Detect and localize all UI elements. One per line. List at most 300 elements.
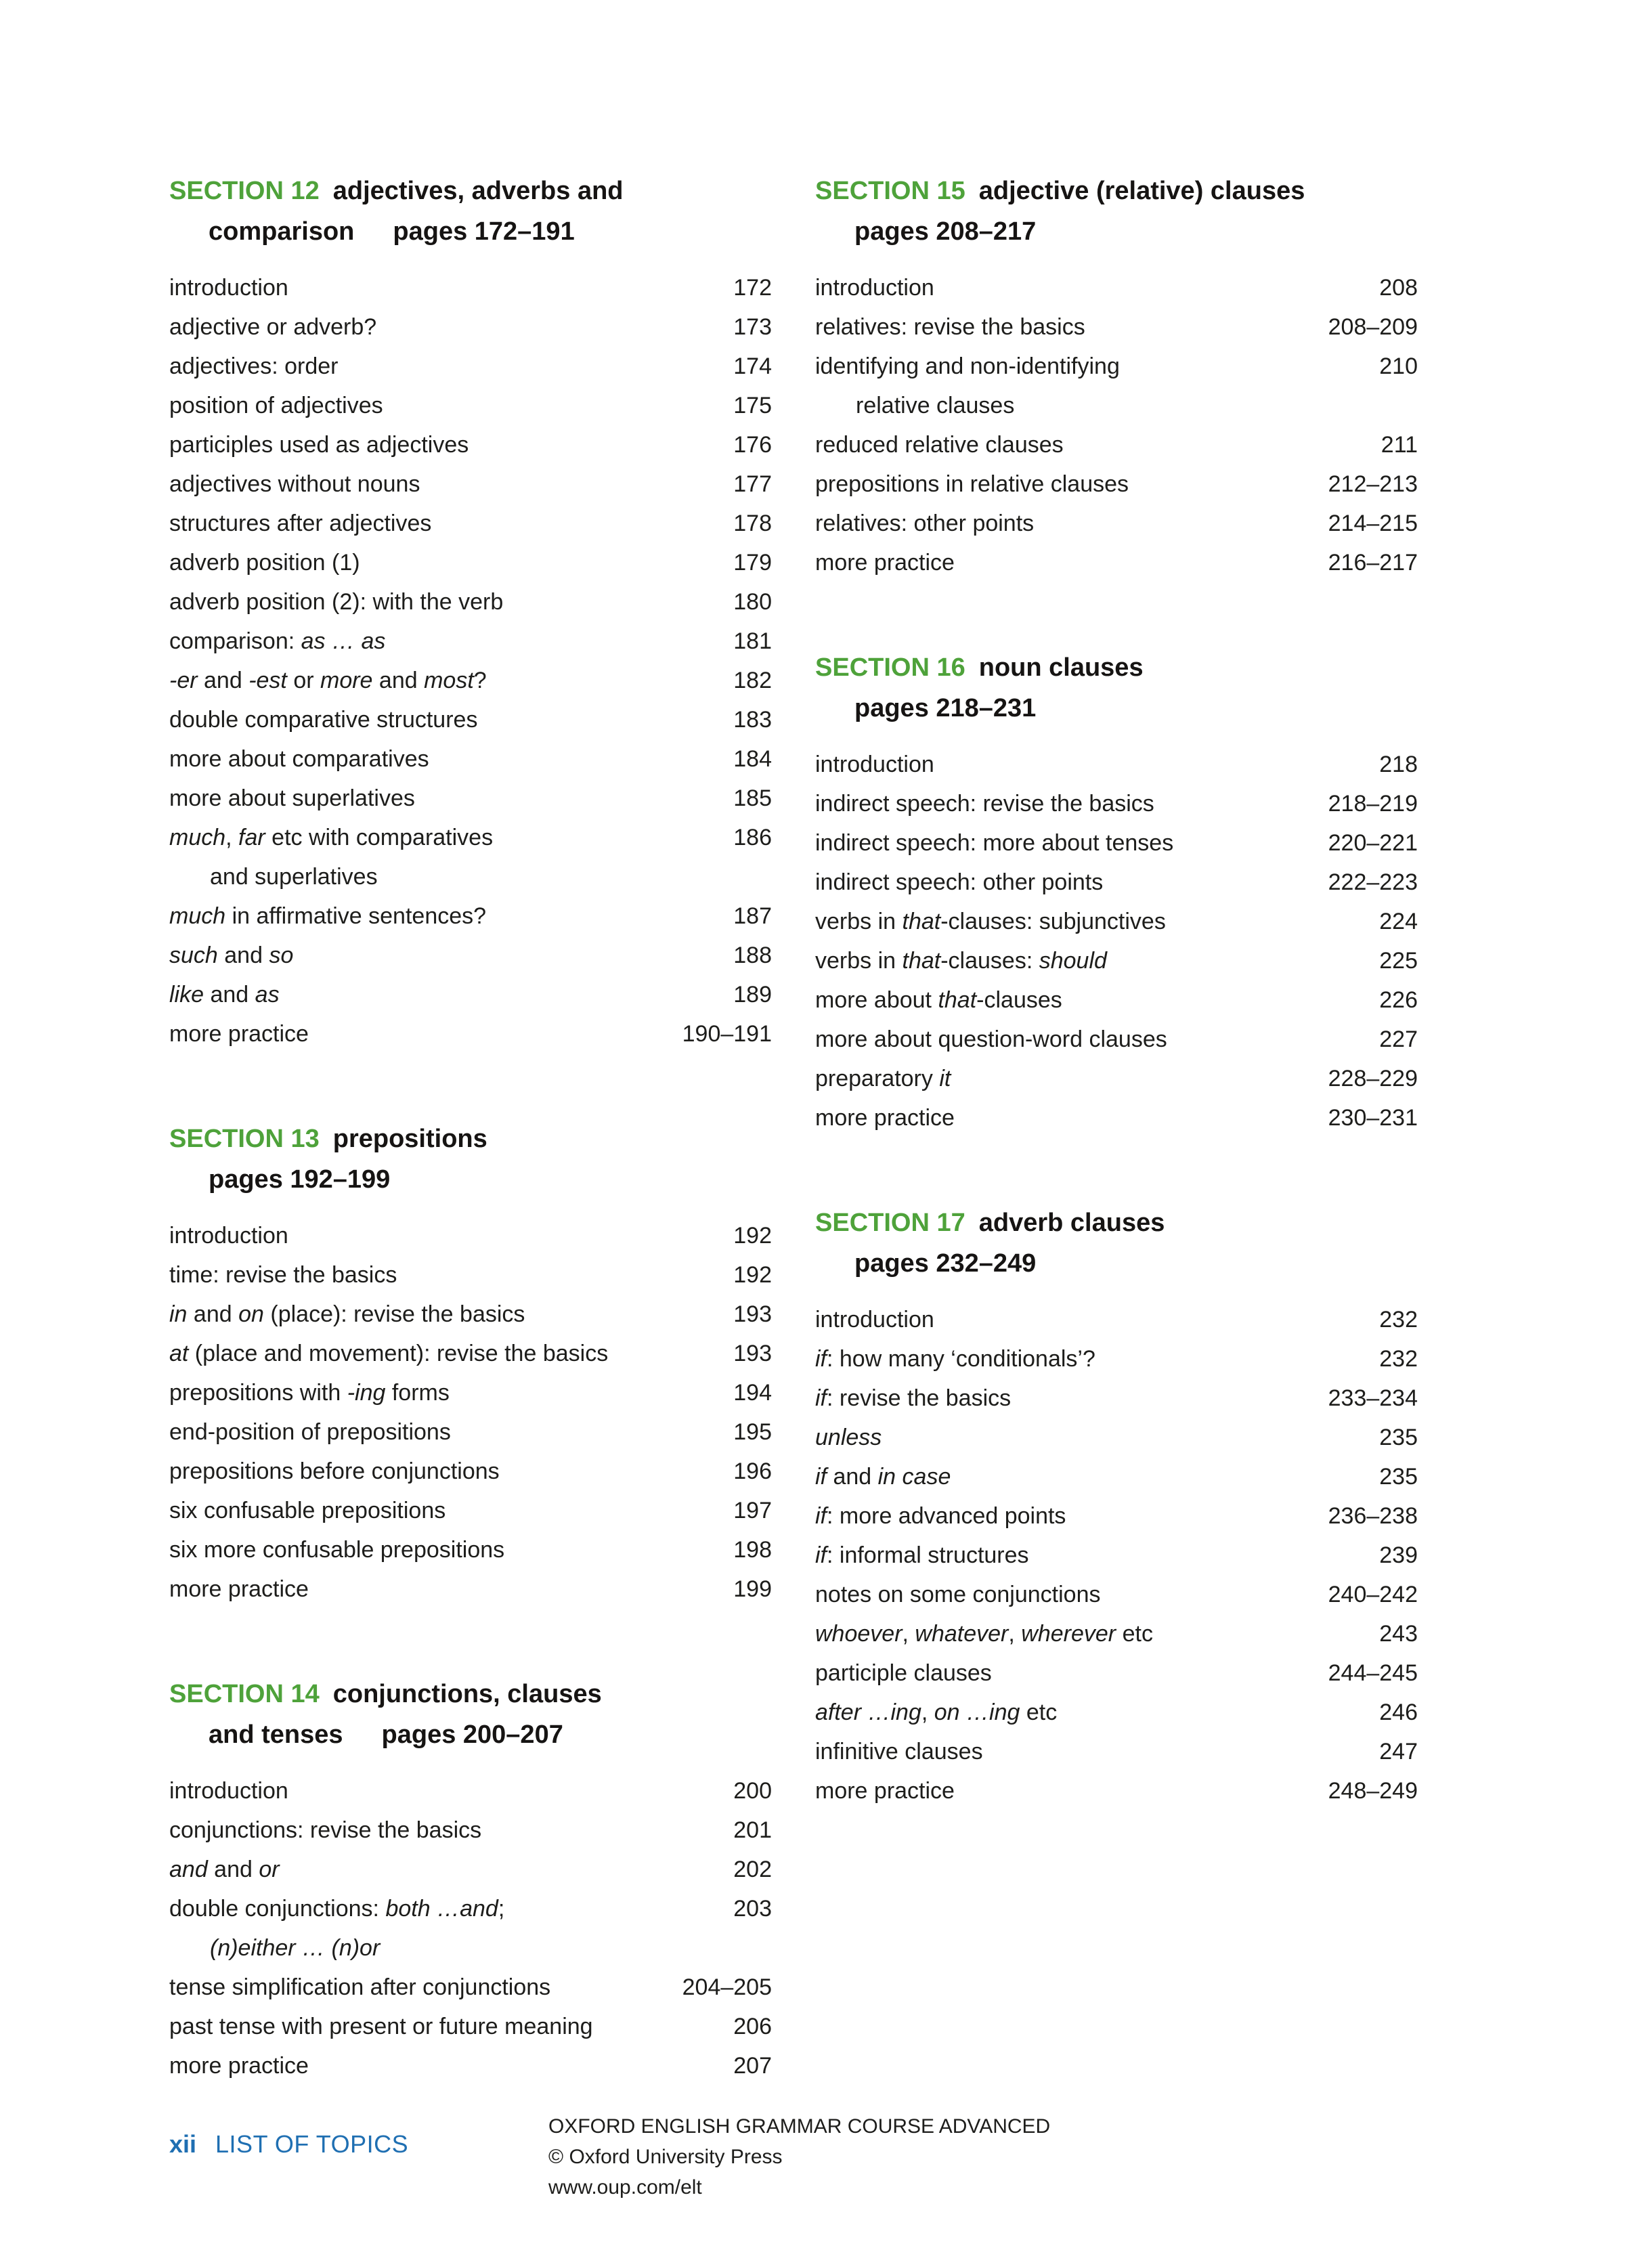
toc-entry-title bbox=[169, 1968, 682, 2007]
toc-entry-title bbox=[815, 543, 1328, 582]
section-heading-line1 bbox=[815, 1203, 1418, 1243]
toc-entry-page: 243 bbox=[1379, 1621, 1418, 1647]
toc-entry bbox=[169, 1452, 772, 1491]
toc-entry-line: participles used as adjectives bbox=[169, 432, 469, 458]
toc-entry-page: 182 bbox=[733, 668, 772, 693]
toc-entry-title bbox=[169, 700, 733, 739]
toc-entry bbox=[815, 425, 1418, 464]
section-heading bbox=[169, 1674, 772, 1755]
toc-entry-line: more about superlatives bbox=[169, 785, 415, 811]
toc-entry-line: much, far etc with comparatives bbox=[169, 825, 494, 850]
toc-entry bbox=[815, 1059, 1418, 1098]
toc-entry-line: unless bbox=[815, 1425, 882, 1450]
toc-entry bbox=[169, 700, 772, 739]
toc-entry-line: position of adjectives bbox=[169, 393, 383, 418]
footer-left bbox=[169, 2130, 408, 2159]
toc-entry-title bbox=[169, 2046, 733, 2085]
toc-entry-title bbox=[169, 347, 733, 386]
toc-entry-line: introduction bbox=[169, 1223, 288, 1249]
toc-entry-line: past tense with present or future meaning bbox=[169, 2014, 593, 2039]
toc-entry bbox=[169, 2046, 772, 2085]
toc-entry bbox=[815, 902, 1418, 941]
toc-entry-line: adjectives: order bbox=[169, 353, 339, 379]
toc-entry bbox=[169, 1295, 772, 1334]
toc-entry-page: 216–217 bbox=[1328, 550, 1418, 576]
toc-entry bbox=[815, 941, 1418, 980]
section-heading-line2 bbox=[815, 211, 1418, 252]
toc-entry-page: 236–238 bbox=[1328, 1503, 1418, 1529]
section-title: prepositions bbox=[332, 1125, 487, 1153]
toc-entry-title bbox=[815, 425, 1381, 464]
toc-entry-title bbox=[169, 1334, 733, 1373]
toc-section bbox=[169, 1119, 772, 1609]
toc-entry-title bbox=[815, 1300, 1379, 1339]
section-pages: pages 232–249 bbox=[854, 1249, 1037, 1278]
toc-entry-page: 199 bbox=[733, 1576, 772, 1602]
toc-entry-line: (n)either … (n)or bbox=[210, 1935, 381, 1961]
toc-entry-line: relative clauses bbox=[856, 393, 1015, 418]
section-heading-line1 bbox=[815, 171, 1418, 211]
toc-entry bbox=[815, 1771, 1418, 1811]
section-heading bbox=[815, 171, 1418, 252]
toc-entry-line: more practice bbox=[815, 1778, 955, 1804]
toc-column bbox=[169, 171, 772, 2085]
toc-entry-line: more about comparatives bbox=[169, 746, 429, 772]
page-number: xii bbox=[169, 2130, 197, 2158]
toc-entry-page: 186 bbox=[733, 825, 772, 850]
toc-entry-line: adverb position (1) bbox=[169, 550, 360, 576]
section-entries bbox=[169, 268, 772, 1054]
toc-entry bbox=[815, 1732, 1418, 1771]
toc-entry-title bbox=[169, 307, 733, 347]
section-heading-line2 bbox=[169, 1714, 772, 1755]
toc-entry-page: 194 bbox=[733, 1380, 772, 1406]
toc-entry bbox=[169, 622, 772, 661]
toc-entry-title bbox=[815, 1771, 1328, 1811]
toc-entry-page: 189 bbox=[733, 982, 772, 1008]
toc-entry bbox=[815, 1339, 1418, 1379]
toc-entry-line: six confusable prepositions bbox=[169, 1498, 446, 1523]
toc-entry bbox=[169, 347, 772, 386]
toc-entry-page: 208–209 bbox=[1328, 314, 1418, 340]
toc-entry bbox=[815, 745, 1418, 784]
toc-entry-line: like and as bbox=[169, 982, 280, 1008]
section-heading-line2 bbox=[815, 688, 1418, 729]
toc-entry-line: and and or bbox=[169, 1857, 280, 1882]
toc-entry-line: more practice bbox=[169, 1021, 309, 1047]
toc-entry-line: introduction bbox=[169, 1778, 288, 1804]
toc-entry bbox=[169, 896, 772, 936]
toc-entry-title bbox=[815, 1496, 1328, 1536]
toc-entry-page: 230–231 bbox=[1328, 1105, 1418, 1131]
toc-entry-page: 193 bbox=[733, 1301, 772, 1327]
toc-entry-title bbox=[169, 975, 733, 1014]
toc-section bbox=[169, 1674, 772, 2085]
section-label: SECTION 14 bbox=[169, 1680, 320, 1708]
toc-entry-title bbox=[169, 2007, 733, 2046]
toc-entry bbox=[169, 307, 772, 347]
toc-entry-line: introduction bbox=[815, 1307, 934, 1333]
section-heading-line1 bbox=[169, 171, 772, 211]
toc-entry-title bbox=[815, 745, 1379, 784]
toc-entry-title bbox=[169, 896, 733, 936]
toc-entry-page: 218–219 bbox=[1328, 791, 1418, 817]
toc-entry bbox=[815, 1496, 1418, 1536]
toc-entry-title bbox=[169, 1530, 733, 1569]
toc-entry-line: preparatory it bbox=[815, 1066, 951, 1091]
toc-entry bbox=[169, 543, 772, 582]
toc-entry-line: more practice bbox=[815, 1105, 955, 1131]
toc-entry-page: 196 bbox=[733, 1458, 772, 1484]
toc-entry-page: 181 bbox=[733, 628, 772, 654]
toc-entry-line: introduction bbox=[815, 752, 934, 777]
toc-entry-line: more practice bbox=[169, 2053, 309, 2079]
toc-entry bbox=[169, 2007, 772, 2046]
toc-section bbox=[169, 171, 772, 1054]
toc-entry-line: adjectives without nouns bbox=[169, 471, 420, 497]
section-heading bbox=[169, 1119, 772, 1200]
toc-entry bbox=[169, 661, 772, 700]
toc-entry-page: 193 bbox=[733, 1341, 772, 1366]
toc-entry-title bbox=[169, 739, 733, 779]
toc-entry-line: comparison: as … as bbox=[169, 628, 386, 654]
toc-entry-title bbox=[169, 425, 733, 464]
toc-entry-line: time: revise the basics bbox=[169, 1262, 397, 1288]
toc-entry-page: 208 bbox=[1379, 275, 1418, 301]
toc-entry bbox=[815, 863, 1418, 902]
toc-entry bbox=[815, 1379, 1418, 1418]
toc-entry-page: 225 bbox=[1379, 948, 1418, 974]
toc-entry-line: -er and -est or more and most? bbox=[169, 668, 487, 693]
section-pages: pages 218–231 bbox=[854, 694, 1037, 722]
toc-entry-line: in and on (place): revise the basics bbox=[169, 1301, 525, 1327]
toc-entry-title bbox=[169, 543, 733, 582]
website: www.oup.com/elt bbox=[548, 2176, 702, 2199]
toc-entry-page: 235 bbox=[1379, 1464, 1418, 1490]
toc-entry bbox=[169, 425, 772, 464]
toc-entry-line: adverb position (2): with the verb bbox=[169, 589, 504, 615]
toc-entry-page: 211 bbox=[1381, 432, 1418, 458]
toc-entry-page: 235 bbox=[1379, 1425, 1418, 1450]
section-label: SECTION 13 bbox=[169, 1125, 320, 1153]
toc-entry-title bbox=[815, 504, 1328, 543]
toc-entry-line: if: informal structures bbox=[815, 1542, 1029, 1568]
toc-entry-title bbox=[815, 823, 1328, 863]
toc-entry-page: 184 bbox=[733, 746, 772, 772]
toc-entry-page: 202 bbox=[733, 1857, 772, 1882]
toc-entry-title bbox=[815, 1653, 1328, 1693]
toc-entry-title bbox=[815, 902, 1379, 941]
toc-entry-page: 212–213 bbox=[1328, 471, 1418, 497]
toc-entry-page: 197 bbox=[733, 1498, 772, 1523]
toc-entry bbox=[815, 1300, 1418, 1339]
toc-entry-page: 206 bbox=[733, 2014, 772, 2039]
toc-entry bbox=[815, 1418, 1418, 1457]
toc-entry-title bbox=[815, 980, 1379, 1020]
section-label: SECTION 16 bbox=[815, 653, 965, 682]
toc-entry-title bbox=[815, 1457, 1379, 1496]
toc-entry-title bbox=[169, 1014, 682, 1054]
toc-entry bbox=[169, 739, 772, 779]
toc-entry-title bbox=[169, 504, 733, 543]
section-title: adjective (relative) clauses bbox=[978, 177, 1305, 205]
toc-entry bbox=[169, 1216, 772, 1255]
toc-entry-page: 173 bbox=[733, 314, 772, 340]
toc-entry-page: 224 bbox=[1379, 909, 1418, 934]
toc-entry bbox=[169, 1889, 772, 1968]
toc-entry-line: if: more advanced points bbox=[815, 1503, 1066, 1529]
toc-entry-page: 247 bbox=[1379, 1739, 1418, 1764]
toc-entry-title bbox=[815, 1418, 1379, 1457]
toc-entry-line: if: how many ‘conditionals’? bbox=[815, 1346, 1095, 1372]
toc-entry-title bbox=[815, 863, 1328, 902]
toc-entry bbox=[169, 1334, 772, 1373]
toc-entry-page: 233–234 bbox=[1328, 1385, 1418, 1411]
toc-entry-line: prepositions with -ing forms bbox=[169, 1380, 450, 1406]
toc-entry-page: 178 bbox=[733, 511, 772, 536]
toc-entry-line: more about question-word clauses bbox=[815, 1026, 1167, 1052]
toc-entry bbox=[169, 1771, 772, 1811]
toc-entry bbox=[169, 1530, 772, 1569]
toc-entry bbox=[815, 1457, 1418, 1496]
toc-entry-line: more practice bbox=[815, 550, 955, 576]
section-entries bbox=[815, 1300, 1418, 1811]
toc-entry bbox=[815, 268, 1418, 307]
toc-entry-line: indirect speech: other points bbox=[815, 869, 1104, 895]
section-title: conjunctions, clauses bbox=[332, 1680, 602, 1708]
toc-entry-line: more about that-clauses bbox=[815, 987, 1062, 1013]
toc-entry-line: relatives: revise the basics bbox=[815, 314, 1085, 340]
toc-entry-line: participle clauses bbox=[815, 1660, 992, 1686]
toc-entry-line: structures after adjectives bbox=[169, 511, 432, 536]
toc-entry-title bbox=[815, 268, 1379, 307]
toc-entry-page: 218 bbox=[1379, 752, 1418, 777]
section-heading-line1 bbox=[169, 1119, 772, 1159]
toc-entry-title bbox=[815, 1614, 1379, 1653]
toc-entry-page: 246 bbox=[1379, 1699, 1418, 1725]
section-heading-line2 bbox=[169, 211, 772, 252]
toc-entry-line: adjective or adverb? bbox=[169, 314, 377, 340]
section-pages: pages 192–199 bbox=[209, 1165, 391, 1194]
toc-entry-title bbox=[815, 941, 1379, 980]
toc-entry bbox=[815, 464, 1418, 504]
toc-entry-title bbox=[169, 1889, 733, 1968]
toc-section bbox=[815, 171, 1418, 582]
toc-entry bbox=[815, 1098, 1418, 1138]
toc-entry-page: 207 bbox=[733, 2053, 772, 2079]
toc-entry-page: 176 bbox=[733, 432, 772, 458]
toc-entry-line: relatives: other points bbox=[815, 511, 1035, 536]
toc-entry-title bbox=[815, 307, 1328, 347]
toc-entry-title bbox=[815, 1379, 1328, 1418]
section-title: adverb clauses bbox=[978, 1209, 1165, 1237]
toc-entry-page: 172 bbox=[733, 275, 772, 301]
toc-entry-line: and superlatives bbox=[210, 864, 378, 890]
toc-entry-title bbox=[815, 784, 1328, 823]
toc-entry bbox=[815, 1575, 1418, 1614]
imprint bbox=[548, 2111, 1050, 2203]
toc-entry-page: 198 bbox=[733, 1537, 772, 1563]
toc-entry-line: such and so bbox=[169, 943, 294, 968]
toc-entry-title bbox=[169, 268, 733, 307]
toc-entry bbox=[169, 1412, 772, 1452]
toc-entry bbox=[169, 818, 772, 896]
toc-entry bbox=[169, 779, 772, 818]
section-heading-line2 bbox=[815, 1243, 1418, 1284]
toc-entry bbox=[169, 504, 772, 543]
toc-entry bbox=[169, 582, 772, 622]
toc-entry-title bbox=[169, 1295, 733, 1334]
section-entries bbox=[169, 1771, 772, 2085]
toc-entry-page: 192 bbox=[733, 1223, 772, 1249]
toc-entry bbox=[815, 823, 1418, 863]
toc-column bbox=[815, 171, 1418, 2085]
toc-entry bbox=[815, 980, 1418, 1020]
toc-entry-page: 248–249 bbox=[1328, 1778, 1418, 1804]
toc-entry-title bbox=[815, 1059, 1328, 1098]
toc-entry bbox=[169, 975, 772, 1014]
toc-entry-title bbox=[169, 1255, 733, 1295]
toc-entry-title bbox=[815, 1693, 1379, 1732]
toc-entry-page: 185 bbox=[733, 785, 772, 811]
toc-entry bbox=[815, 1614, 1418, 1653]
section-title: noun clauses bbox=[978, 653, 1144, 682]
toc-entry-page: 226 bbox=[1379, 987, 1418, 1013]
toc-entry-line: conjunctions: revise the basics bbox=[169, 1817, 482, 1843]
toc-entry bbox=[169, 936, 772, 975]
toc-entry-line: if: revise the basics bbox=[815, 1385, 1012, 1411]
toc-entry-page: 240–242 bbox=[1328, 1582, 1418, 1607]
toc-entry-line: infinitive clauses bbox=[815, 1739, 983, 1764]
section-heading-line2 bbox=[169, 1159, 772, 1200]
toc-entry bbox=[815, 1020, 1418, 1059]
toc-entry-page: 210 bbox=[1379, 353, 1418, 379]
toc-entry bbox=[815, 307, 1418, 347]
section-heading bbox=[169, 171, 772, 252]
section-entries bbox=[815, 268, 1418, 582]
toc-entry-title bbox=[169, 1850, 733, 1889]
toc-entry bbox=[815, 1536, 1418, 1575]
toc-entry-page: 232 bbox=[1379, 1307, 1418, 1333]
section-heading-line1 bbox=[169, 1674, 772, 1714]
toc-entry bbox=[815, 347, 1418, 425]
toc-entry bbox=[815, 784, 1418, 823]
toc-entry-page: 204–205 bbox=[682, 1974, 772, 2000]
section-pages: pages 208–217 bbox=[854, 217, 1037, 246]
toc-entry-title bbox=[169, 464, 733, 504]
toc-entry-title bbox=[169, 622, 733, 661]
toc-entry-page: 190–191 bbox=[682, 1021, 772, 1047]
toc-entry-page: 214–215 bbox=[1328, 511, 1418, 536]
section-label: SECTION 15 bbox=[815, 177, 965, 205]
footer-section-label: LIST OF TOPICS bbox=[215, 2130, 409, 2158]
toc-entry-page: 232 bbox=[1379, 1346, 1418, 1372]
toc-entry-title bbox=[815, 347, 1379, 425]
toc-entry-title bbox=[169, 936, 733, 975]
section-heading bbox=[815, 647, 1418, 729]
toc-entry-title bbox=[169, 779, 733, 818]
toc-entry-page: 239 bbox=[1379, 1542, 1418, 1568]
toc-entry-line: indirect speech: revise the basics bbox=[815, 791, 1154, 817]
toc-entry-page: 175 bbox=[733, 393, 772, 418]
toc-entry bbox=[815, 1653, 1418, 1693]
section-heading bbox=[815, 1203, 1418, 1284]
toc-entry-page: 179 bbox=[733, 550, 772, 576]
toc-entry-title bbox=[169, 1771, 733, 1811]
toc-section bbox=[815, 1203, 1418, 1811]
toc-entry-title bbox=[815, 1098, 1328, 1138]
toc-entry-line: indirect speech: more about tenses bbox=[815, 830, 1174, 856]
toc-entry bbox=[169, 464, 772, 504]
toc-entry-line: double conjunctions: both …and; bbox=[169, 1896, 505, 1922]
toc-entry bbox=[169, 1968, 772, 2007]
toc-entry bbox=[169, 1255, 772, 1295]
toc-entry-title bbox=[815, 1575, 1328, 1614]
toc-entry-line: notes on some conjunctions bbox=[815, 1582, 1101, 1607]
toc-entry-line: reduced relative clauses bbox=[815, 432, 1064, 458]
toc-entry-title bbox=[815, 1732, 1379, 1771]
toc-entry-line: prepositions in relative clauses bbox=[815, 471, 1129, 497]
toc-entry-title bbox=[169, 818, 733, 896]
toc-entry bbox=[169, 1850, 772, 1889]
toc-entry-title bbox=[815, 1339, 1379, 1379]
toc-entry-title bbox=[815, 464, 1328, 504]
toc-entry-page: 228–229 bbox=[1328, 1066, 1418, 1091]
toc-entry-title bbox=[169, 1412, 733, 1452]
toc-entry-line: after …ing, on …ing etc bbox=[815, 1699, 1058, 1725]
toc-entry-title bbox=[169, 1811, 733, 1850]
toc-entry bbox=[815, 504, 1418, 543]
toc-entry-title bbox=[169, 386, 733, 425]
toc-entry-page: 220–221 bbox=[1328, 830, 1418, 856]
section-pages: comparison pages 172–191 bbox=[209, 217, 575, 246]
section-label: SECTION 17 bbox=[815, 1209, 965, 1237]
toc-entry-title bbox=[815, 1536, 1379, 1575]
toc-entry-title bbox=[169, 1569, 733, 1609]
toc-entry-page: 187 bbox=[733, 903, 772, 929]
toc-entry bbox=[169, 1373, 772, 1412]
toc-entry-line: more practice bbox=[169, 1576, 309, 1602]
toc-entry-line: prepositions before conjunctions bbox=[169, 1458, 500, 1484]
toc-entry-title bbox=[169, 1373, 733, 1412]
toc-entry-page: 222–223 bbox=[1328, 869, 1418, 895]
toc-entry bbox=[169, 1811, 772, 1850]
toc-entry-line: verbs in that-clauses: should bbox=[815, 948, 1107, 974]
toc-entry bbox=[169, 268, 772, 307]
toc-entry-line: tense simplification after conjunctions bbox=[169, 1974, 551, 2000]
toc-entry-title bbox=[169, 582, 733, 622]
toc-entry bbox=[169, 386, 772, 425]
toc-entry-page: 177 bbox=[733, 471, 772, 497]
book-title: OXFORD ENGLISH GRAMMAR COURSE ADVANCED bbox=[548, 2115, 1051, 2138]
toc-entry-title bbox=[815, 1020, 1379, 1059]
toc-entry-page: 195 bbox=[733, 1419, 772, 1445]
copyright: © Oxford University Press bbox=[548, 2146, 783, 2168]
toc-entry-line: introduction bbox=[815, 275, 934, 301]
toc-entry-title bbox=[169, 1491, 733, 1530]
toc-entry-title bbox=[169, 1452, 733, 1491]
toc-entry-page: 201 bbox=[733, 1817, 772, 1843]
toc-entry-line: double comparative structures bbox=[169, 707, 478, 733]
toc-entry-line: if and in case bbox=[815, 1464, 951, 1490]
section-pages: and tenses pages 200–207 bbox=[209, 1720, 563, 1749]
toc-entry bbox=[169, 1014, 772, 1054]
toc-entry-page: 227 bbox=[1379, 1026, 1418, 1052]
toc-entry bbox=[815, 543, 1418, 582]
toc-entry-line: much in affirmative sentences? bbox=[169, 903, 487, 929]
section-entries bbox=[815, 745, 1418, 1138]
toc-section bbox=[815, 647, 1418, 1138]
